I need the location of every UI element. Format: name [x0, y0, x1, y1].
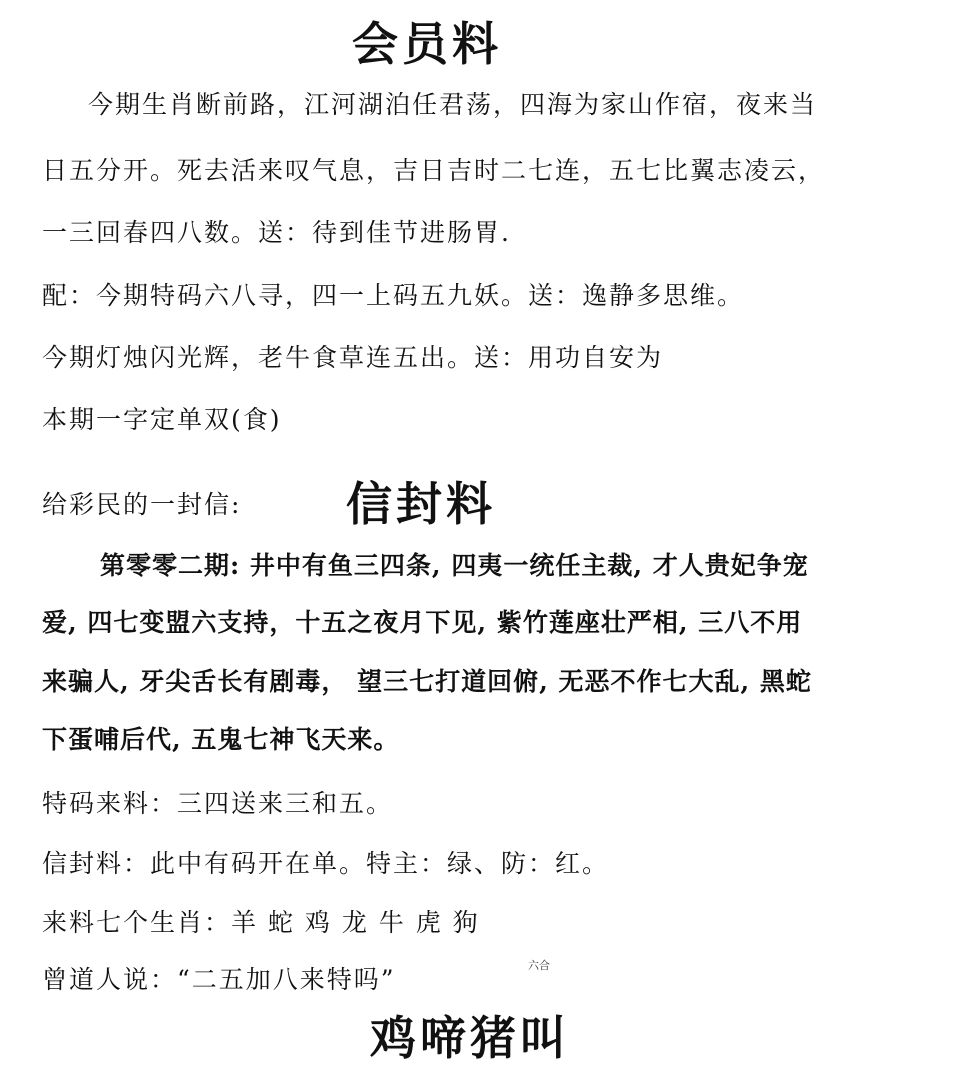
section2-title: 信封料 — [346, 477, 496, 531]
section1-line-6: 本期一字定单双(食) — [42, 405, 282, 434]
section1-title: 会员料 — [352, 17, 502, 71]
section1-line-5: 今期灯烛闪光辉，老牛食草连五出。送：用功自安为 — [42, 343, 664, 372]
section2-line-3: 来骗人, 牙尖舌长有剧毒， 望三七打道回俯, 无恶不作七大乱, 黑蛇 — [42, 667, 812, 696]
section2-line-2: 爱, 四七变盟六支持，十五之夜月下见, 紫竹莲座壮严相, 三八不用 — [42, 608, 803, 637]
section2-line-1: 第零零二期: 井中有鱼三四条, 四夷一统任主裁, 才人贵妃争宠 — [100, 551, 809, 580]
section2-line-5: 特码来料：三四送来三和五。 — [42, 789, 394, 818]
section2-line-7: 来料七个生肖：羊 蛇 鸡 龙 牛 虎 狗 — [42, 908, 480, 937]
small-mark: 六合 — [528, 959, 550, 972]
section3-title: 鸡啼猪叫 — [370, 1011, 570, 1065]
section1-line-3: 一三回春四八数。送：待到佳节进肠胃. — [42, 218, 511, 247]
section1-line-4: 配：今期特码六八寻，四一上码五九妖。送：逸静多思维。 — [42, 281, 745, 310]
section2-intro: 给彩民的一封信: — [42, 490, 242, 519]
section2-line-8: 曾道人说：“二五加八来特吗” — [42, 965, 396, 994]
section1-line-1: 今期生肖断前路，江河湖泊任君荡，四海为家山作宿，夜来当 — [88, 90, 818, 119]
section2-line-6: 信封料：此中有码开在单。特主：绿、防：红。 — [42, 849, 610, 878]
section1-line-2: 日五分开。死去活来叹气息，吉日吉时二七连，五七比翼志凌云， — [42, 156, 826, 185]
section2-line-4: 下蛋哺后代, 五鬼七神飞天来。 — [42, 725, 400, 754]
